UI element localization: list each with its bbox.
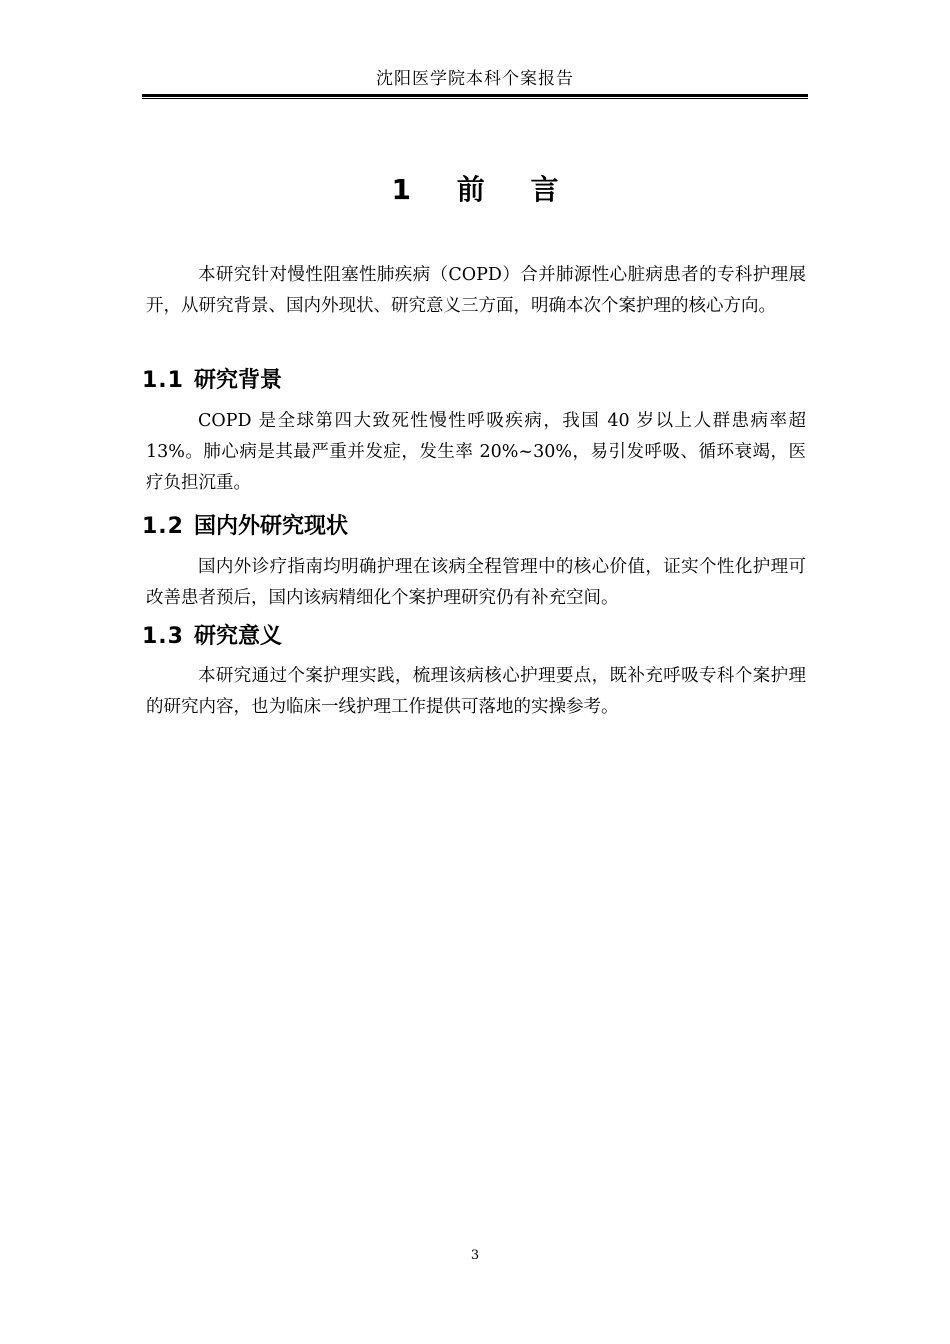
header-rule bbox=[142, 94, 808, 97]
section-number: 1.3 bbox=[142, 624, 184, 649]
section-body-1-2: 国内外诊疗指南均明确护理在该病全程管理中的核心价值，证实个性化护理可改善患者预后，国内该病精细化个案护理研究仍有补充空间。 bbox=[146, 557, 806, 608]
section-title: 研究背景 bbox=[193, 368, 282, 393]
section-heading-1-3 bbox=[142, 622, 802, 652]
chapter-title: 1 前 言 bbox=[391, 173, 577, 206]
section-heading-1-1 bbox=[142, 366, 802, 396]
section-title: 研究意义 bbox=[193, 624, 282, 649]
page-number: 3 bbox=[470, 1248, 480, 1263]
section-body-1-1: COPD 是全球第四大致死性慢性呼吸疾病，我国 40 岁以上人群患病率超 13%。肺心病是其最严重并发症，发生率 20%~30%，易引发呼吸、循环衰竭，医疗负担沉重。 bbox=[146, 411, 806, 493]
header-rule-thin bbox=[142, 98, 808, 99]
section-title: 国内外研究现状 bbox=[193, 514, 348, 539]
section-number: 1.1 bbox=[142, 368, 184, 393]
section-body-1-3: 本研究通过个案护理实践，梳理该病核心护理要点，既补充呼吸专科个案护理的研究内容，也为临床一线护理工作提供可落地的实操参考。 bbox=[146, 666, 806, 717]
section-number: 1.2 bbox=[142, 514, 184, 539]
running-header: 沈阳医学院本科个案报告 bbox=[376, 69, 574, 89]
intro-paragraph: 本研究针对慢性阻塞性肺疾病（COPD）合并肺源性心脏病患者的专科护理展开，从研究背景、国内外现状、研究意义三方面，明确本次个案护理的核心方向。 bbox=[146, 265, 806, 316]
section-heading-1-2 bbox=[142, 512, 802, 542]
